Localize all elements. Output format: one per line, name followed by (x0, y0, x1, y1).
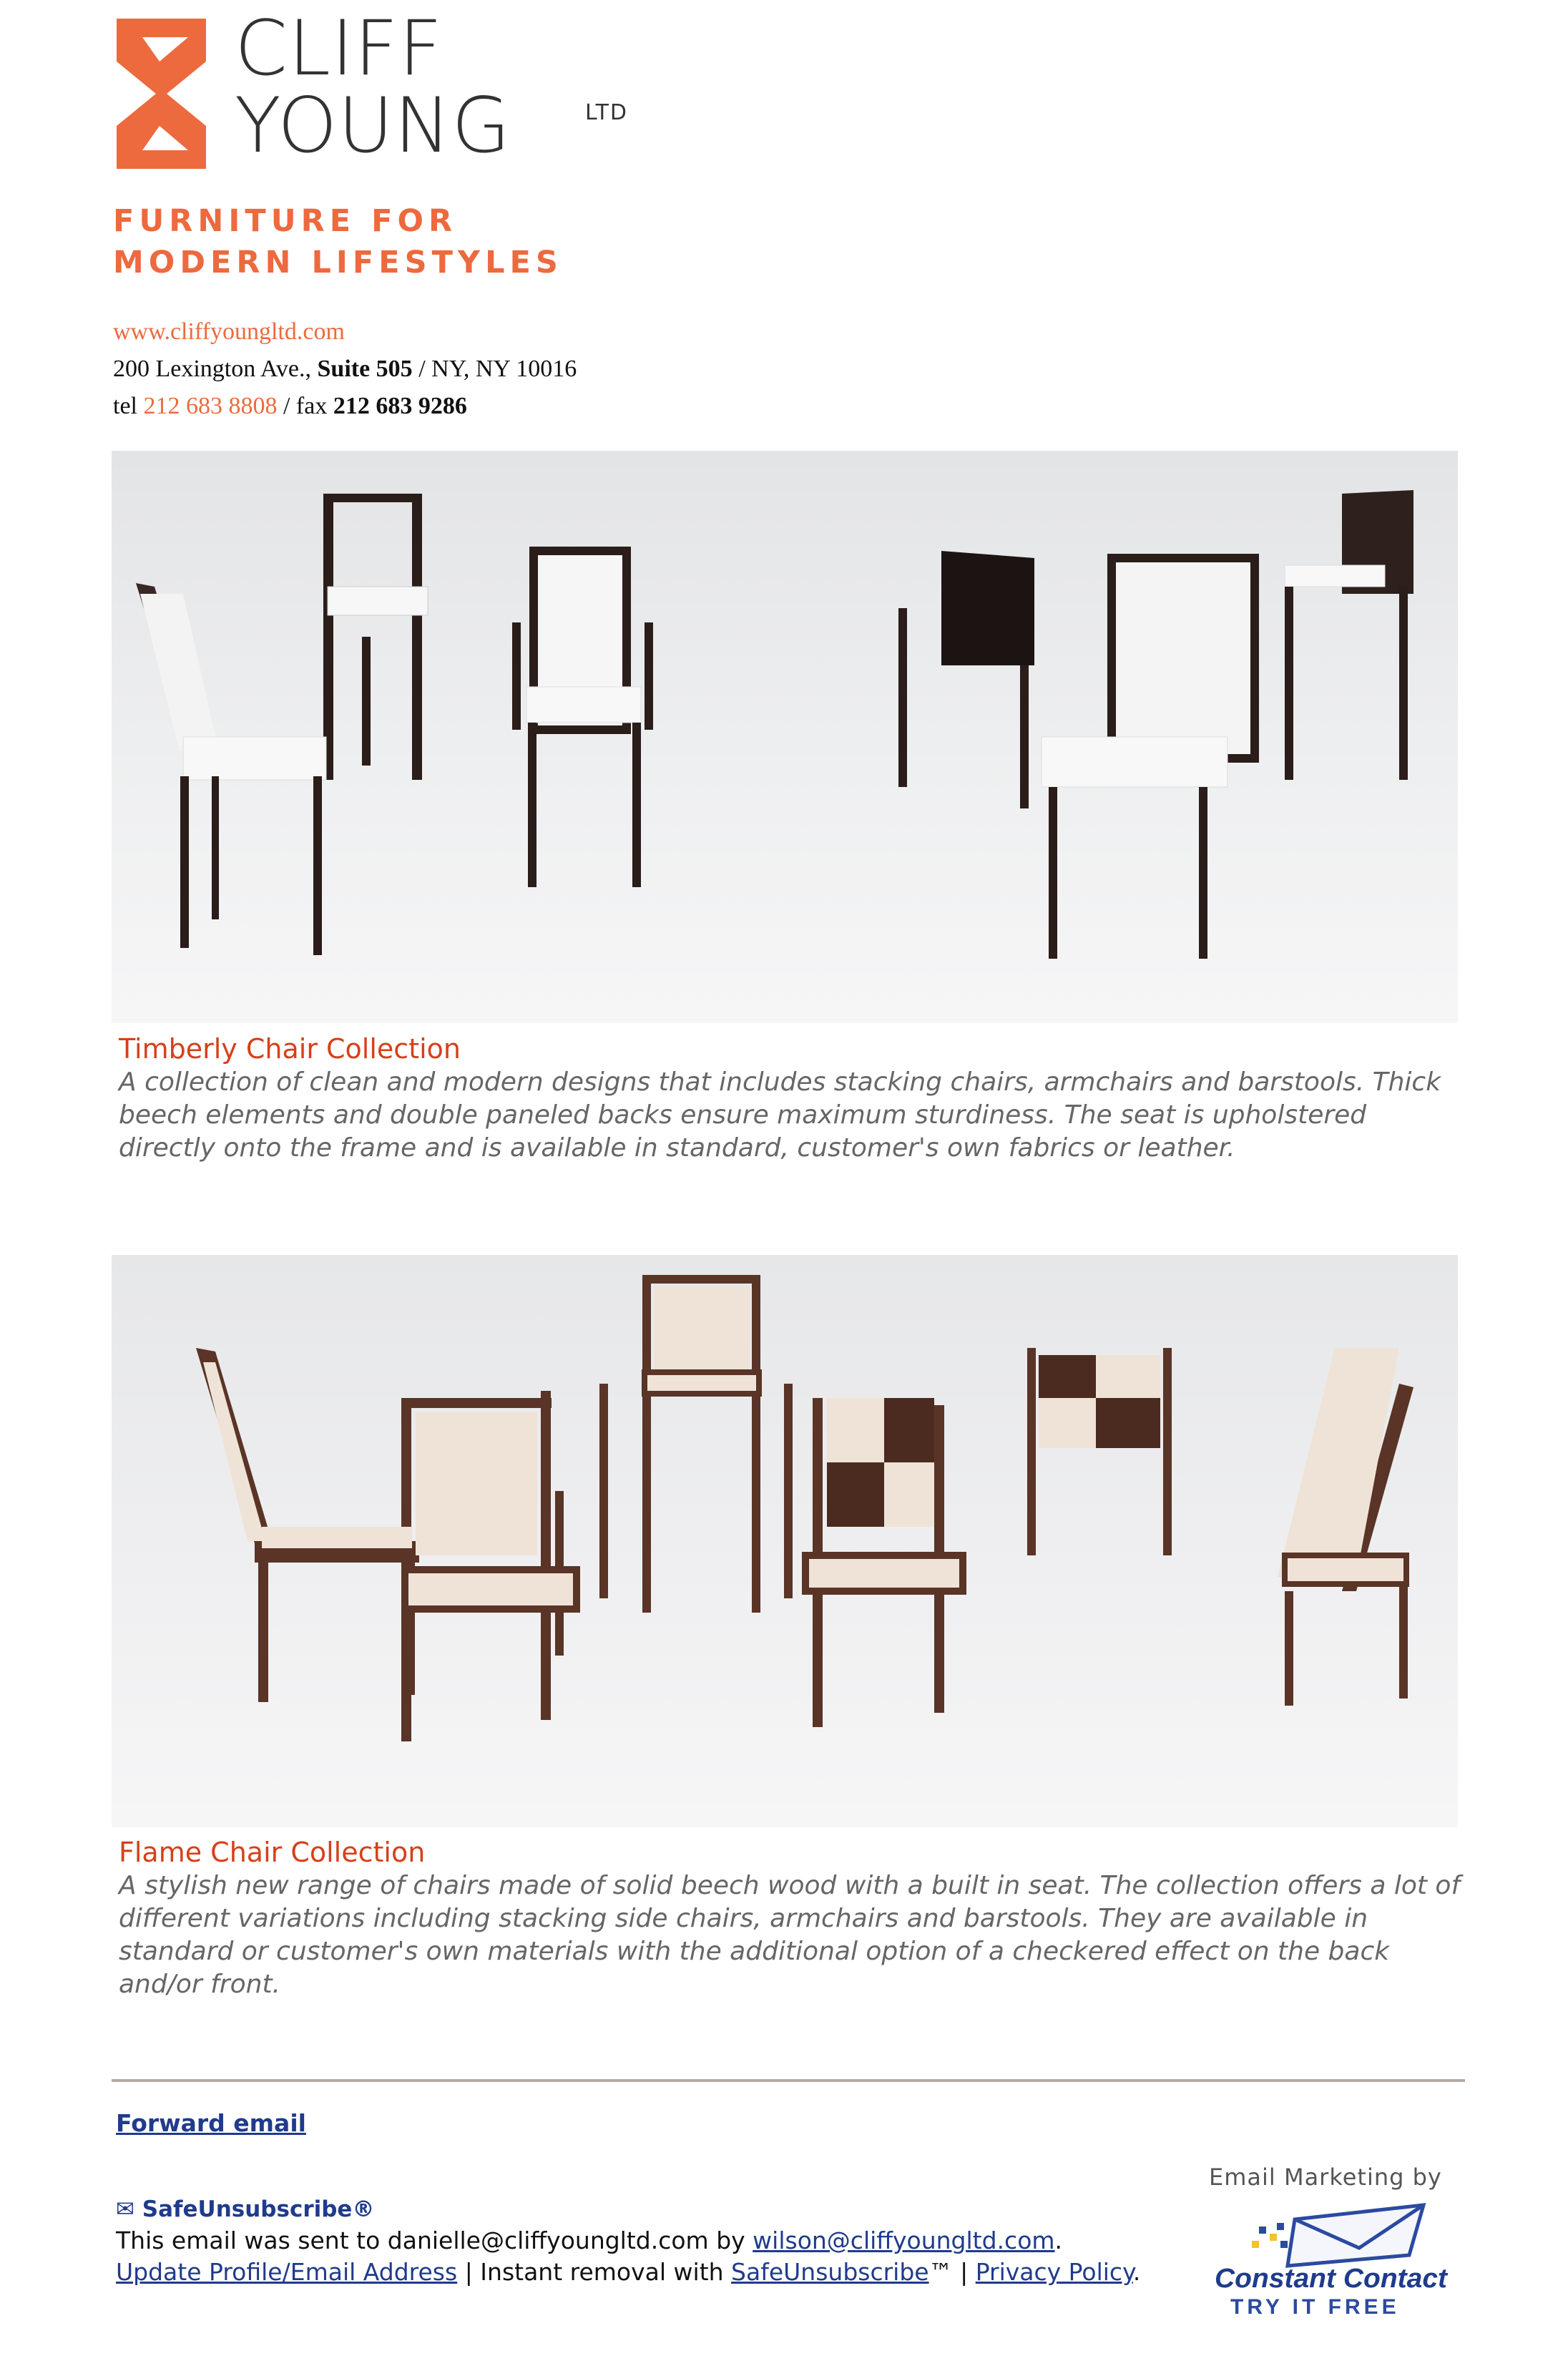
sent-to-line (116, 2225, 1062, 2257)
tagline-line2: MODERN LIFESTYLES (113, 245, 563, 280)
safeunsubscribe-heading: ✉ SafeUnsubscribe® (116, 2196, 375, 2222)
sent-suffix: . (1054, 2226, 1063, 2254)
footer-sep1: | Instant removal with (457, 2258, 732, 2286)
brand-name-line2: YOUNG (235, 82, 511, 170)
mail-icon: ✉ (116, 2196, 142, 2222)
flame-chairs-photo[interactable] (112, 1255, 1458, 1827)
address (113, 351, 577, 388)
brand-name-line1: CLIFF (235, 4, 444, 92)
timberly-title: Timberly Chair Collection (119, 1033, 461, 1065)
timberly-chairs-photo[interactable] (112, 451, 1458, 1023)
fax-number: 212 683 9286 (333, 393, 467, 419)
phone-fax (113, 388, 467, 425)
flame-title: Flame Chair Collection (119, 1837, 426, 1868)
address-suite: Suite 505 (317, 356, 413, 382)
address-start: 200 Lexington Ave., (113, 356, 318, 382)
envelope-icon (1252, 2205, 1424, 2266)
privacy-policy-link[interactable]: Privacy Policy (975, 2258, 1133, 2286)
constant-contact-logo[interactable] (1209, 2198, 1452, 2320)
forward-email-link[interactable]: Forward email (116, 2109, 306, 2137)
timberly-description: A collection of clean and modern designs that includes stacking chairs, armchairs and barstools. Thick beech elements and double paneled backs ensure maximum sturdiness. The seat is upholstered directly onto the frame and is available in standard, customer's own fabrics or leather. (119, 1067, 1441, 1163)
cliff-young-logo-mark (117, 19, 206, 169)
tagline-line1: FURNITURE FOR (113, 203, 458, 239)
footer-links-line (116, 2257, 1140, 2288)
website-link[interactable]: www.cliffyoungltd.com (113, 318, 345, 345)
safeunsubscribe-link[interactable]: SafeUnsubscribe (731, 2258, 929, 2286)
update-profile-link[interactable]: Update Profile/Email Address (116, 2258, 458, 2286)
sent-prefix: This email was sent to danielle@cliffyoungltd.com by (116, 2226, 753, 2254)
footer-tm: ™ | (928, 2258, 976, 2286)
sender-email-link[interactable]: wilson@cliffyoungltd.com (753, 2226, 1055, 2254)
address-end: / NY, NY 10016 (412, 356, 577, 382)
flame-description: A stylish new range of chairs made of solid beech wood with a built in seat. The collection offers a lot of different variations including stacking side chairs, armchairs and barstools. They are available in standard or customer's own materials with the additional option of a checkered effect on the back and/or front. (119, 1871, 1461, 1999)
tel-number: 212 683 8808 (143, 393, 278, 419)
brand-ltd: LTD (585, 100, 629, 125)
cc-try-free-text: TRY IT FREE (1230, 2295, 1400, 2319)
fax-label: / fax (277, 393, 333, 419)
tel-label: tel (113, 393, 144, 419)
email-marketing-by: Email Marketing by (1209, 2164, 1442, 2191)
footer-divider (112, 2079, 1465, 2082)
footer-end: . (1132, 2258, 1141, 2286)
cc-brand-text: Constant Contact (1215, 2264, 1449, 2294)
